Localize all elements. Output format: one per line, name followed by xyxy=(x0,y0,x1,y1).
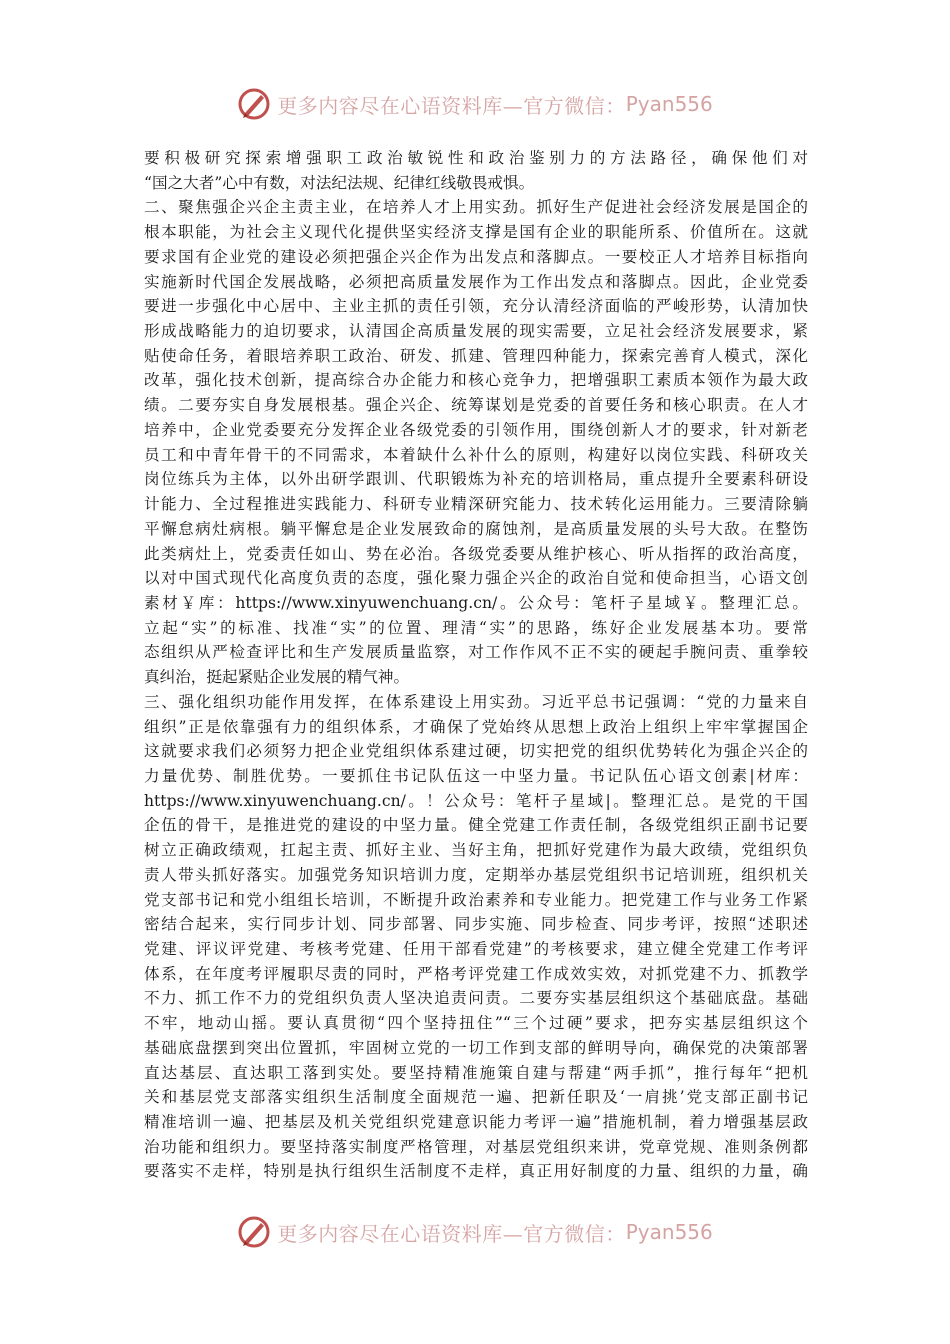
body-line: 贴使命任务，着眼培养职工政治、研发、抓建、管理四种能力，探索完善育人模式，深化 xyxy=(144,346,808,365)
body-line: 党建、评议评党建、考核考党建、任用干部看党建”的考核要求，建立健全党建工作考评 xyxy=(144,940,808,958)
pen-logo-icon xyxy=(237,87,271,121)
body-line: 改革，强化技术创新，提高综合办企能力和核心竞争力，把增强职工素质本领作为最大政 xyxy=(144,371,808,390)
footer-banner-text: 更多内容尽在心语资料库—官方微信： xyxy=(277,1221,626,1246)
header-banner xyxy=(0,84,950,124)
body-line: 计能力、全过程推进实践能力、科研专业精深研究能力、技术转化运用能力。三要清除躺 xyxy=(144,495,808,514)
body-line: 素材￥库：https://www.xinyuwenchuang.cn/。公众号：笔杆子星域￥。整理汇总。 xyxy=(144,593,808,612)
body-line: 绩。二要夯实自身发展根基。强企兴企、统筹谋划是党委的首要任务和核心职责。在人才 xyxy=(144,396,808,415)
body-line: 密结合起来，实行同步计划、同步部署、同步实施、同步检查、同步考评，按照“述职述 xyxy=(144,915,808,934)
body-line: 岗位练兵为主体，以外出研学跟训、代职锻炼为补充的培训格局，重点提升全要素科研设 xyxy=(144,470,808,489)
footer-banner-id: Pyan556 xyxy=(625,1220,713,1244)
body-line: 体系，在年度考评履职尽责的同时，严格考评党建工作成效实效，对抓党建不力、抓教学 xyxy=(144,964,808,983)
footer-banner xyxy=(0,1212,950,1252)
body-line: 直达基层、直达职工落到实处。要坚持精准施策自建与帮建“两手抓”，推行每年“把机 xyxy=(144,1063,808,1082)
body-line: 实施新时代国企发展战略，必须把高质量发展作为工作出发点和落脚点。因此，企业党委 xyxy=(144,272,808,291)
body-line: 树立正确政绩观，扛起主责、抓好主业、当好主角，把抓好党建作为最大政绩，党组织负 xyxy=(144,841,808,860)
body-line: 企伍的骨干，是推进党的建设的中坚力量。健全党建工作责任制，各级党组织正副书记要 xyxy=(144,816,808,835)
body-line: 根本职能，为社会主义现代化提供坚实经济支撑是国有企业的职能所系、价值所在。这就 xyxy=(144,223,808,242)
document-body xyxy=(144,146,808,1184)
header-banner-text: 更多内容尽在心语资料库—官方微信： xyxy=(277,93,626,118)
body-line: 立起“实”的标准、找准“实”的位置、理清“实”的思路，练好企业发展基本功。要常 xyxy=(144,618,808,637)
body-line: https://www.xinyuwenchuang.cn/。！公众号：笔杆子星域|。整理汇总。是党的干国 xyxy=(144,791,808,810)
header-banner-id: Pyan556 xyxy=(625,92,713,116)
body-line: 员工和中青年骨干的不同需求，本着缺什么补什么的原则，构建好以岗位实践、科研攻关 xyxy=(144,445,808,464)
body-line: 要进一步强化中心居中、主业主抓的责任引领，充分认清经济面临的严峻形势，认清加快 xyxy=(144,297,808,316)
body-line: 组织”正是依靠强有力的组织体系，才确保了党始终从思想上政治上组织上牢牢掌握国企 xyxy=(144,717,808,736)
body-line: 不牢，地动山摇。要认真贯彻“四个坚持扭住”“三个过硬”要求，把夯实基层组织这个 xyxy=(144,1014,808,1033)
body-line: 以对中国式现代化高度负责的态度，强化聚力强企兴企的政治自觉和使命担当，心语文创 xyxy=(144,569,808,588)
body-line: 真纠治，挺起紧贴企业发展的精气神。 xyxy=(144,668,410,687)
pen-logo-icon xyxy=(237,1215,271,1249)
body-line: 精准培训一遍、把基层及机关党组织党建意识能力考评一遍”措施机制，着力增强基层政 xyxy=(144,1113,808,1132)
body-line: 平懈怠病灶病根。躺平懈怠是企业发展致命的腐蚀剂，是高质量发展的头号大敌。在整饬 xyxy=(144,519,808,538)
body-line: 要积极研究探索增强职工政治敏锐性和政治鉴别力的方法路径，确保他们对 xyxy=(144,149,808,167)
body-line: 党支部书记和党小组组长培训，不断提升政治素养和专业能力。把党建工作与业务工作紧 xyxy=(144,890,808,909)
body-line: 治功能和组织力。要坚持落实制度严格管理，对基层党组织来讲，党章党规、准则条例都 xyxy=(144,1137,808,1156)
body-line: “国之大者”心中有数，对法纪法规、纪律红线敬畏戒惧。 xyxy=(144,173,535,192)
body-line: 不力、抓工作不力的党组织负责人坚决追责问责。二要夯实基层组织这个基础底盘。基础 xyxy=(144,989,808,1008)
body-line: 要求国有企业党的建设必须把强企兴企作为出发点和落脚点。一要校正人才培养目标指向 xyxy=(144,247,808,266)
body-line: 形成战略能力的迫切要求，认清国企高质量发展的现实需要，立足社会经济发展要求，紧 xyxy=(144,322,808,341)
body-line: 基础底盘摆到突出位置抓，牢固树立党的一切工作到支部的鲜明导向，确保党的决策部署 xyxy=(144,1038,808,1057)
body-line: 三、强化组织功能作用发挥，在体系建设上用实劲。习近平总书记强调：“党的力量来自 xyxy=(144,692,808,711)
body-line: 关和基层党支部落实组织生活制度全面规范一遍、把新任职及‘一肩挑’党支部正副书记 xyxy=(144,1088,808,1107)
body-line: 这就要求我们必须努力把企业党组织体系建过硬，切实把党的组织优势转化为强企兴企的 xyxy=(144,742,808,761)
body-line: 力量优势、制胜优势。一要抓住书记队伍这一中坚力量。书记队伍心语文创素|材库： xyxy=(144,766,808,785)
body-line: 二、聚焦强企兴企主责主业，在培养人才上用实劲。抓好生产促进社会经济发展是国企的 xyxy=(144,198,808,217)
body-line: 责人带头抓好落实。加强党务知识培训力度，定期举办基层党组织书记培训班，组织机关 xyxy=(144,865,808,884)
body-line: 培养中，企业党委要充分发挥企业各级党委的引领作用，围绕创新人才的要求，针对新老 xyxy=(144,420,808,439)
body-line: 此类病灶上，党委责任如山、势在必治。各级党委要从维护核心、听从指挥的政治高度， xyxy=(144,544,808,563)
body-line: 态组织从严检查评比和生产发展质量监察，对工作作风不正不实的硬起手腕问责、重拳较 xyxy=(144,643,808,662)
body-line: 要落实不走样，特别是执行组织生活制度不走样，真正用好制度的力量、组织的力量，确 xyxy=(144,1162,808,1181)
